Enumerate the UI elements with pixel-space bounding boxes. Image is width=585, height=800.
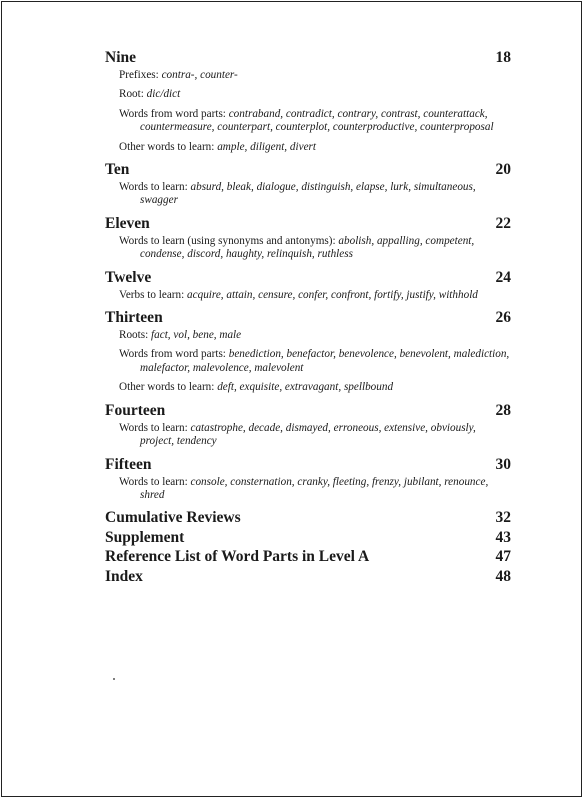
detail-words: benediction, benefactor, benevolence, benevolent, malediction, malefactor, malevolence, malevolent bbox=[140, 348, 510, 374]
detail-words: dic/dict bbox=[146, 88, 181, 101]
toc-back-matter-item bbox=[105, 547, 511, 567]
detail-label: Words from word parts: bbox=[119, 107, 229, 120]
back-matter-row bbox=[105, 547, 511, 567]
chapter-page-number: 26 bbox=[495, 309, 511, 327]
chapter-detail-line bbox=[105, 141, 511, 154]
toc-chapter bbox=[105, 268, 511, 302]
chapter-detail-line bbox=[105, 476, 511, 503]
detail-words: contra-, counter- bbox=[161, 69, 238, 81]
detail-label: Other words to learn: bbox=[119, 140, 218, 153]
chapter-title: Fifteen bbox=[105, 455, 152, 473]
stray-mark bbox=[113, 678, 115, 680]
chapter-detail-line bbox=[105, 289, 511, 302]
chapter-title: Fourteen bbox=[105, 401, 166, 419]
detail-words: contraband, contradict, contrary, contrast, counterattack, countermeasure, counterpart, counterplot, counterproductive, counterproposal bbox=[140, 107, 494, 134]
detail-label: Verbs to learn: bbox=[119, 288, 188, 301]
toc-chapter bbox=[105, 214, 511, 262]
back-matter-page-number: 43 bbox=[495, 528, 511, 546]
chapter-page-number: 22 bbox=[495, 214, 511, 232]
chapter-page-number: 24 bbox=[495, 268, 511, 286]
chapter-title: Ten bbox=[105, 161, 130, 179]
chapter-detail-line bbox=[105, 329, 511, 342]
back-matter-title: Cumulative Reviews bbox=[105, 509, 241, 527]
chapter-heading-row bbox=[105, 48, 511, 67]
detail-label: Words to learn (using synonyms and antonyms): bbox=[119, 234, 339, 247]
back-matter-title: Supplement bbox=[105, 528, 185, 546]
chapter-title: Twelve bbox=[105, 268, 152, 286]
toc-chapter bbox=[105, 455, 511, 503]
chapter-detail-line bbox=[105, 381, 511, 394]
detail-label: Prefixes: bbox=[119, 69, 162, 81]
detail-label: Words from word parts: bbox=[119, 348, 229, 361]
detail-label: Words to learn: bbox=[119, 421, 191, 434]
toc-back-matter-item bbox=[105, 508, 511, 528]
detail-label: Roots: bbox=[119, 329, 152, 342]
toc-chapter bbox=[105, 308, 511, 395]
chapter-page-number: 28 bbox=[495, 401, 511, 419]
toc-back-matter-item bbox=[105, 528, 511, 548]
chapter-detail-line bbox=[105, 181, 511, 208]
back-matter-title: Index bbox=[105, 567, 143, 585]
detail-words: deft, exquisite, extravagant, spellbound bbox=[217, 381, 394, 394]
back-matter-row bbox=[105, 508, 511, 528]
chapter-heading-row bbox=[105, 308, 511, 327]
back-matter-page-number: 32 bbox=[495, 509, 511, 527]
chapter-heading-row bbox=[105, 401, 511, 420]
back-matter-row bbox=[105, 567, 511, 587]
chapter-detail-line bbox=[105, 422, 511, 449]
detail-words: fact, vol, bene, male bbox=[151, 329, 242, 342]
chapter-title: Nine bbox=[105, 49, 136, 66]
chapter-page-number: 18 bbox=[495, 49, 511, 66]
toc-chapter bbox=[105, 160, 511, 208]
detail-words: acquire, attain, censure, confer, confront, fortify, justify, withhold bbox=[187, 288, 478, 301]
chapter-detail-line bbox=[105, 88, 511, 101]
detail-words: abolish, appalling, competent, condense, discord, haughty, relinquish, ruthless bbox=[140, 234, 475, 261]
toc-back-matter-item bbox=[105, 567, 511, 587]
chapter-title: Thirteen bbox=[105, 309, 163, 327]
chapter-detail-line bbox=[105, 348, 511, 375]
chapter-page-number: 30 bbox=[495, 455, 511, 473]
back-matter-page-number: 48 bbox=[495, 567, 511, 585]
back-matter-title: Reference List of Word Parts in Level A bbox=[105, 548, 370, 566]
chapter-heading-row bbox=[105, 214, 511, 233]
toc-chapter bbox=[105, 48, 511, 154]
detail-label: Words to learn: bbox=[119, 475, 191, 488]
chapter-detail-line bbox=[105, 235, 511, 262]
back-matter-list bbox=[105, 508, 511, 586]
chapter-list bbox=[105, 48, 511, 502]
detail-label: Root: bbox=[119, 88, 147, 101]
chapter-heading-row bbox=[105, 455, 511, 474]
detail-words: catastrophe, decade, dismayed, erroneous, extensive, obviously, project, tendency bbox=[140, 421, 476, 448]
back-matter-page-number: 47 bbox=[495, 548, 511, 566]
chapter-page-number: 20 bbox=[495, 161, 511, 179]
chapter-detail-line bbox=[105, 69, 511, 82]
detail-words: ample, diligent, divert bbox=[217, 140, 316, 153]
detail-words: console, consternation, cranky, fleeting, frenzy, jubilant, renounce, shred bbox=[140, 475, 489, 501]
detail-label: Words to learn: bbox=[119, 181, 191, 194]
chapter-heading-row bbox=[105, 268, 511, 287]
detail-words: absurd, bleak, dialogue, distinguish, elapse, lurk, simultaneous, swagger bbox=[140, 181, 476, 207]
chapter-heading-row bbox=[105, 160, 511, 179]
chapter-detail-line bbox=[105, 108, 511, 135]
back-matter-row bbox=[105, 528, 511, 548]
detail-label: Other words to learn: bbox=[119, 381, 218, 394]
table-of-contents bbox=[105, 48, 511, 586]
chapter-title: Eleven bbox=[105, 214, 150, 232]
toc-chapter bbox=[105, 401, 511, 449]
